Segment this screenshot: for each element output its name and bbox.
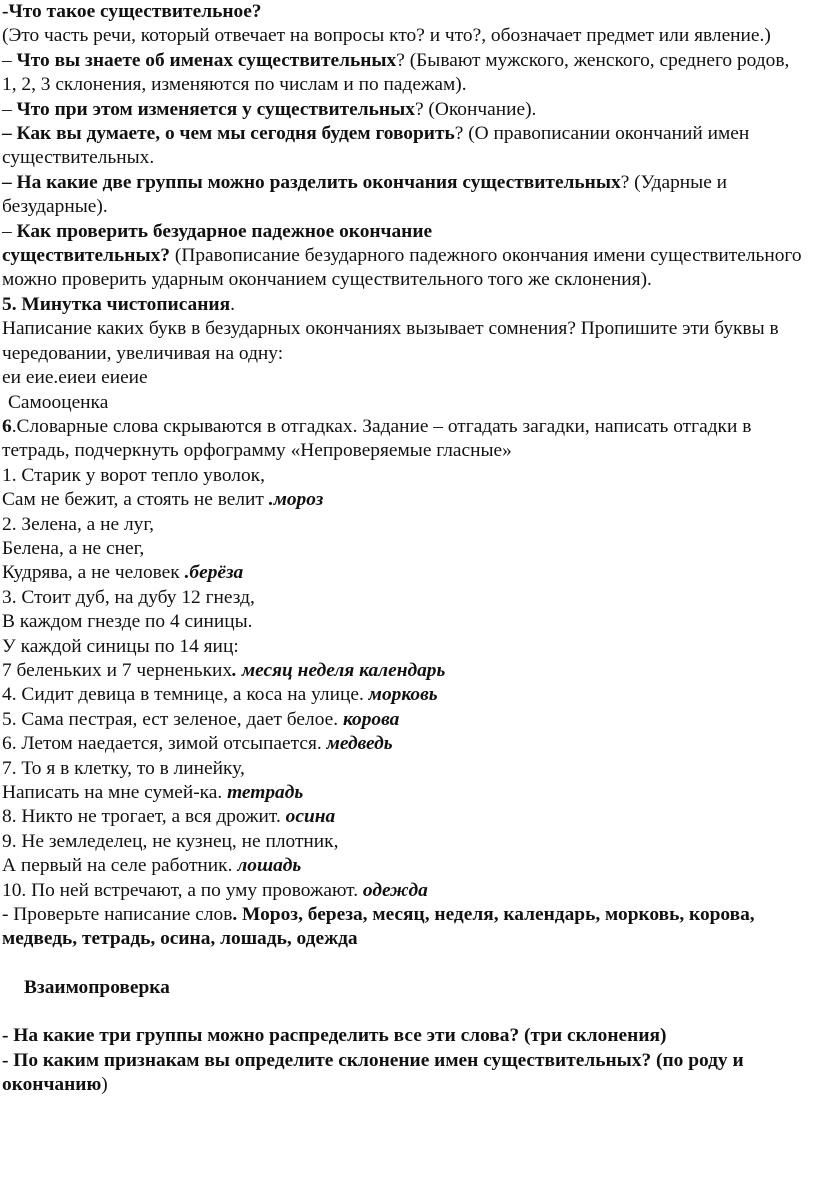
- riddle-3-line3: У каждой синицы по 14 яиц:: [2, 635, 239, 657]
- question-check-line2: существительных? (Правописание безударного падежного окончания имени существительного можно проверить ударным окончанием существительного того же склонения).: [2, 245, 802, 291]
- riddle-3-line1: 3. Стоит дуб, на дубу 12 гнезд,: [2, 586, 255, 608]
- riddle-5-answer: корова: [342, 708, 400, 730]
- riddle-2-line3: Кудрява, а не человек .берёза: [2, 562, 244, 584]
- riddle-3-line4: 7 беленьких и 7 черненьких. месяц неделя календарь: [2, 659, 446, 681]
- riddle-3-line2: В каждом гнезде по 4 синицы.: [2, 611, 253, 633]
- riddle-7-line1: 7. То я в клетку, то в линейку,: [2, 757, 245, 779]
- section-6-task: 6.Словарные слова скрываются в отгадках. Задание – отгадать загадки, написать отгадки в тетрадь, подчеркнуть орфограмму «Непроверяемые гласные»: [2, 415, 752, 462]
- section-5-title: 5. Минутка чистописания: [2, 293, 231, 315]
- question-check-bold1: Как проверить безударное падежное окончание: [16, 220, 433, 242]
- riddle-1-line1: 1. Старик у ворот тепло уволок,: [2, 464, 265, 486]
- question-check-bold2: существительных?: [2, 245, 171, 267]
- riddle-8-answer: осина: [285, 806, 336, 828]
- question-noun-bold: -Что такое существительное?: [2, 1, 262, 22]
- section-5-pattern: еи еие.еиеи еиеие: [2, 367, 148, 389]
- question-noun-knowledge: – Что вы знаете об именах существительных? (Бывают мужского, женского, среднего родов, 1, 2, 3 склонения, изменяются по числам и по падежам).: [2, 49, 790, 96]
- riddle-9-line1: 9. Не земледелец, не кузнец, не плотник,: [2, 830, 339, 852]
- question-noun-knowledge-bold: Что вы знаете об именах существительных: [16, 49, 397, 71]
- spacer: [2, 1000, 804, 1024]
- final-question-2: - По каким признакам вы определите склонение имен существительных? (по роду и окончанию): [2, 1049, 744, 1096]
- section-5-task: Написание каких букв в безударных окончаниях вызывает сомнения? Пропишите эти буквы в чередовании, увеличивая на одну:: [2, 318, 779, 364]
- question-groups-bold: – На какие две группы можно разделить окончания существительных: [2, 171, 621, 193]
- question-topic: – Как вы думаете, о чем мы сегодня будем говорить? (О правописании окончаний имен существительных.: [2, 123, 750, 169]
- riddle-10-answer: одежда: [362, 879, 428, 901]
- spelling-check-words: . Мороз, береза, месяц, неделя, календарь, морковь, корова, медведь, тетрадь, осина, лошадь, одежда: [2, 904, 755, 950]
- riddle-8: 8. Никто не трогает, а вся дрожит. осина: [2, 806, 336, 828]
- riddle-10: 10. По ней встречают, а по уму провожают. одежда: [2, 879, 428, 901]
- section-6-number: 6: [2, 415, 12, 437]
- spacer: [2, 952, 804, 976]
- riddle-7-answer: тетрадь: [227, 782, 304, 803]
- question-groups: – На какие две группы можно разделить окончания существительных? (Ударные и безударные).: [2, 171, 728, 218]
- mutual-check-heading: Взаимопроверка: [24, 976, 170, 998]
- riddle-4: 4. Сидит девица в темнице, а коса на улице. морковь: [2, 684, 438, 706]
- question-changes-bold: Что при этом изменяется у существительных: [16, 98, 415, 120]
- riddle-2-answer: .берёза: [184, 562, 244, 584]
- riddle-4-answer: морковь: [368, 684, 438, 706]
- question-changes: – Что при этом изменяется у существительных? (Окончание).: [2, 98, 537, 120]
- question-topic-bold: – Как вы думаете, о чем мы сегодня будем говорить: [2, 123, 455, 145]
- riddle-5: 5. Сама пестрая, ест зеленое, дает белое. корова: [2, 708, 400, 730]
- riddle-1-line2: Сам не бежит, а стоять не велит .мороз: [2, 489, 324, 511]
- riddle-6: 6. Летом наедается, зимой отсыпается. медведь: [2, 733, 393, 755]
- riddle-7-line2: Написать на мне сумей-ка. тетрадь: [2, 782, 304, 803]
- final-question-1: - На какие три группы можно распределить все эти слова? (три склонения): [2, 1025, 667, 1047]
- riddle-6-answer: медведь: [326, 733, 393, 755]
- answer-noun: (Это часть речи, который отвечает на вопросы кто? и что?, обозначает предмет или явление.): [2, 25, 771, 47]
- riddle-2-line2: Белена, а не снег,: [2, 537, 145, 559]
- question-check-line1: – Как проверить безударное падежное окончание: [2, 220, 433, 242]
- riddle-9-answer: лошадь: [237, 855, 302, 877]
- section-5-heading: 5. Минутка чистописания.: [2, 293, 235, 315]
- riddle-2-line1: 2. Зелена, а не луг,: [2, 513, 154, 535]
- section-5-self-assessment: Самооценка: [8, 391, 109, 413]
- question-noun: [2, 0, 804, 24]
- riddle-3-answer: . месяц неделя календарь: [232, 659, 446, 681]
- riddle-1-answer: .мороз: [268, 489, 324, 511]
- spelling-check: - Проверьте написание слов. Мороз, береза, месяц, неделя, календарь, морковь, корова, медведь, тетрадь, осина, лошадь, одежда: [2, 904, 755, 950]
- riddle-9-line2: А первый на селе работник. лошадь: [2, 855, 302, 877]
